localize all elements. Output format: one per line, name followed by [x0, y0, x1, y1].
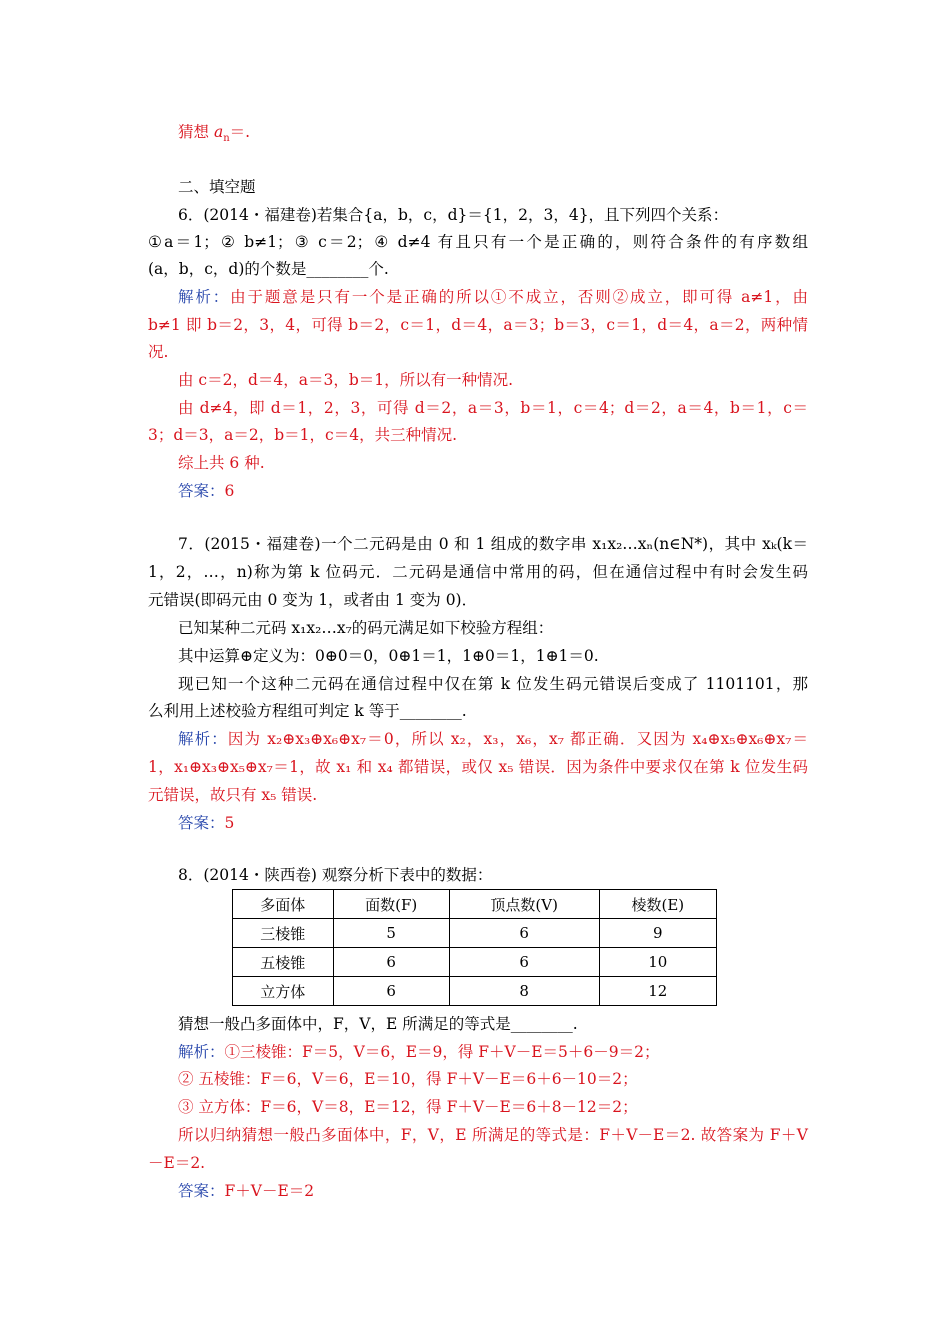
table-header-cell: 棱数(E) — [599, 890, 716, 919]
table-cell: 五棱锥 — [233, 948, 334, 977]
table-cell: 12 — [599, 977, 716, 1006]
q7-stem-line: 现已知一个这种二元码在通信过程中仅在第 k 位发生码元错误后变成了 1101101，那 — [178, 675, 808, 693]
q7-answer: 答案：5 — [178, 814, 235, 832]
table-cell: 6 — [449, 919, 599, 948]
q7-stem-line: 么利用上述校验方程组可判定 k 等于________. — [148, 702, 467, 720]
section-title: 二、填空题 — [178, 178, 256, 196]
q8-question: 猜想一般凸多面体中，F，V，E 所满足的等式是________. — [178, 1015, 578, 1033]
q7-stem-line: 其中运算⊕定义为：0⊕0＝0，0⊕1＝1，1⊕0＝1，1⊕1＝0. — [178, 647, 599, 665]
q6-analysis-line: 综上共 6 种. — [178, 454, 265, 472]
q6-analysis-line: 解析：由于题意是只有一个是正确的所以①不成立，否则②成立，即可得 a≠1，由 — [178, 288, 808, 306]
q6-stem-line: (a，b，c，d)的个数是________个. — [148, 260, 389, 278]
table-cell: 6 — [333, 977, 449, 1006]
q6-analysis-line: 由 d≠4，即 d＝1，2，3，可得 d＝2，a＝3，b＝1，c＝4；d＝2，a＝4，b＝1，c＝ — [178, 399, 808, 417]
q7-analysis-line: 解析：因为 x₂⊕x₃⊕x₆⊕x₇＝0，所以 x₂，x₃，x₆，x₇ 都正确．又因为 x₄⊕x₅⊕x₆⊕x₇＝ — [178, 730, 808, 748]
polyhedron-table — [232, 889, 717, 1006]
table-cell: 6 — [449, 948, 599, 977]
q8-stem: 8．(2014・陕西卷) 观察分析下表中的数据： — [178, 866, 493, 884]
table-cell: 8 — [449, 977, 599, 1006]
q8-analysis-line: ② 五棱锥：F＝6，V＝6，E＝10，得 F＋V－E＝6＋6－10＝2； — [178, 1070, 638, 1088]
table-cell: 立方体 — [233, 977, 334, 1006]
table-row — [233, 977, 717, 1006]
q8-analysis-line: 解析：①三棱锥：F＝5，V＝6，E＝9，得 F＋V－E＝5＋6－9＝2； — [178, 1043, 660, 1061]
q8-answer: 答案：F＋V－E＝2 — [178, 1182, 315, 1200]
q6-answer: 答案：6 — [178, 482, 235, 500]
q7-analysis-line: 元错误，故只有 x₅ 错误. — [148, 786, 318, 804]
table-cell: 5 — [333, 919, 449, 948]
table-row — [233, 919, 717, 948]
q6-stem-line: 6．(2014・福建卷)若集合{a，b，c，d}＝{1，2，3，4}，且下列四个关系： — [178, 206, 729, 224]
answer-label: 答案： — [178, 1182, 225, 1200]
q6-analysis-line: 由 c＝2，d＝4，a＝3，b＝1，所以有一种情况. — [178, 371, 514, 389]
q7-analysis-line: 1，x₁⊕x₃⊕x₅⊕x₇＝1，故 x₁ 和 x₄ 都错误，或仅 x₅ 错误．因为条件中要求仅在第 k 位发生码 — [148, 758, 808, 776]
table-header-cell: 顶点数(V) — [449, 890, 599, 919]
q8-analysis-line: －E＝2. — [148, 1154, 206, 1172]
q8-analysis-line: 所以归纳猜想一般凸多面体中，F，V，E 所满足的等式是：F＋V－E＝2. 故答案为 F＋V — [178, 1126, 808, 1144]
table-row — [233, 948, 717, 977]
q8-analysis-line: ③ 立方体：F＝6，V＝8，E＝12，得 F＋V－E＝6＋8－12＝2； — [178, 1098, 638, 1116]
q6-analysis-line: 3；d＝3，a＝2，b＝1，c＝4，共三种情况. — [148, 426, 458, 444]
table-cell: 10 — [599, 948, 716, 977]
answer-label: 答案： — [178, 814, 225, 832]
q6-stem-line: ①a＝1；② b≠1；③ c＝2；④ d≠4 有且只有一个是正确的，则符合条件的有序数组 — [148, 233, 808, 251]
q6-analysis-line: b≠1 即 b＝2，3，4，可得 b＝2，c＝1，d＝4，a＝3；b＝3，c＝1，d＝4，a＝2，两种情 — [148, 316, 808, 334]
table-header-cell: 多面体 — [233, 890, 334, 919]
q7-stem-line: 元错误(即码元由 0 变为 1，或者由 1 变为 0)． — [148, 591, 478, 609]
q7-stem-line: 1，2，…，n)称为第 k 位码元．二元码是通信中常用的码，但在通信过程中有时会发生码 — [148, 563, 808, 581]
table-cell: 6 — [333, 948, 449, 977]
q7-stem-line: 7．(2015・福建卷)一个二元码是由 0 和 1 组成的数字串 x₁x₂…xₙ(n∈N*)，其中 xₖ(k＝ — [178, 535, 808, 553]
analysis-label: 解析： — [178, 1043, 225, 1061]
analysis-label: 解析： — [178, 288, 231, 306]
table-header-cell: 面数(F) — [333, 890, 449, 919]
guess-line: 猜想 $a_n=$. — [178, 123, 251, 145]
analysis-label: 解析： — [178, 730, 228, 748]
table-cell: 9 — [599, 919, 716, 948]
table-header-row — [233, 890, 717, 919]
table-cell: 三棱锥 — [233, 919, 334, 948]
q6-analysis-line: 况. — [148, 343, 169, 361]
q7-stem-line: 已知某种二元码 x₁x₂…x₇的码元满足如下校验方程组： — [178, 619, 554, 637]
answer-label: 答案： — [178, 482, 225, 500]
